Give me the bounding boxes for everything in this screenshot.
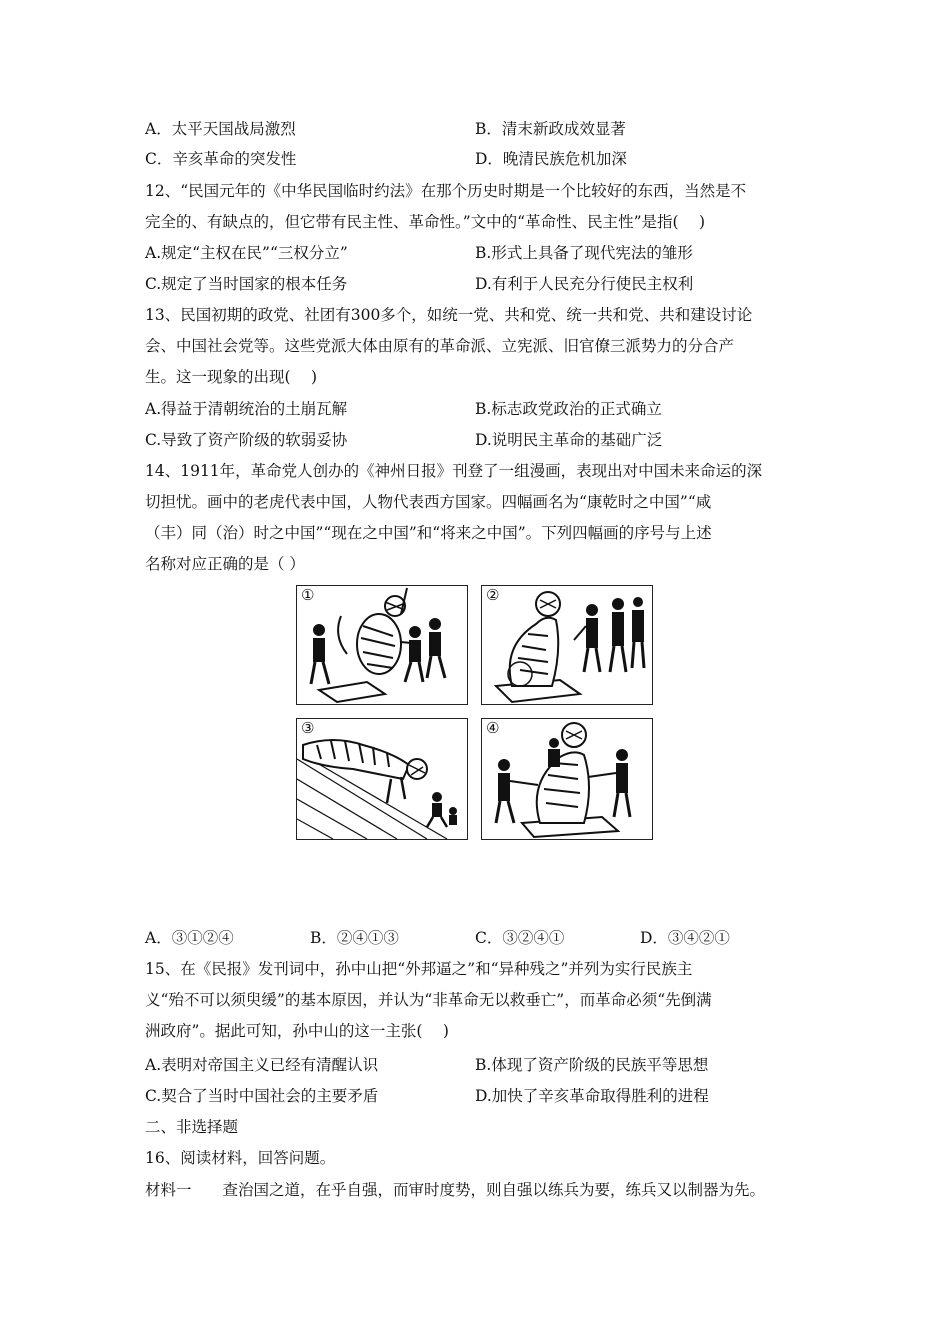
cartoon-panel-3 <box>296 718 468 840</box>
q13-stem-line2: 会、中国社会党等。这些党派大体由原有的革命派、立宪派、旧官僚三派势力的分合产 <box>145 337 735 355</box>
q12-option-c: C.规定了当时国家的根本任务 <box>145 275 348 293</box>
q13-stem-line1: 13、民国初期的政党、社团有300多个，如统一党、共和党、统一共和党、共和建设讨论 <box>145 306 753 324</box>
q14-stem-line3: （丰）同（治）时之中国”“现在之中国”和“将来之中国”。下列四幅画的序号与上述 <box>145 524 712 542</box>
cartoon-2-illustration <box>482 586 652 704</box>
panel-number-2: ② <box>486 586 500 604</box>
q14-option-c: C．③②④① <box>475 929 565 947</box>
section-heading: 二、非选择题 <box>145 1118 239 1136</box>
q14-option-a: A．③①②④ <box>145 929 234 947</box>
q13-option-d: D.说明民主革命的基础广泛 <box>475 431 663 449</box>
q11-option-d: D．晚清民族危机加深 <box>475 150 627 168</box>
q12-stem-line2: 完全的、有缺点的，但它带有民主性、革命性。”文中的“革命性、民主性”是指( ) <box>145 213 706 231</box>
q13-stem-line3: 生。这一现象的出现( ) <box>145 368 318 386</box>
q11-option-c: C．辛亥革命的突发性 <box>145 150 297 168</box>
q15-option-c: C.契合了当时中国社会的主要矛盾 <box>145 1087 379 1105</box>
q14-option-d: D．③④②① <box>640 929 730 947</box>
q14-option-b: B．②④①③ <box>310 929 399 947</box>
panel-number-1: ① <box>301 586 315 604</box>
cartoon-1-illustration <box>297 586 467 704</box>
q12-option-d: D.有利于人民充分行使民主权利 <box>475 275 694 293</box>
cartoon-4-illustration <box>482 719 652 839</box>
panel-number-3: ③ <box>301 719 315 737</box>
q12-option-b: B.形式上具备了现代宪法的雏形 <box>475 244 693 262</box>
q16-material-1: 材料一 查治国之道，在乎自强，而审时度势，则自强以练兵为要，练兵又以制器为先。 <box>145 1181 766 1199</box>
q13-option-a: A.得益于清朝统治的土崩瓦解 <box>145 400 348 418</box>
q16-stem: 16、阅读材料，回答问题。 <box>145 1149 336 1167</box>
q14-stem-line1: 14、1911年，革命党人创办的《神州日报》刊登了一组漫画，表现出对中国未来命运的深 <box>145 462 763 480</box>
q14-stem-line4: 名称对应正确的是（ ） <box>145 555 305 573</box>
q15-option-a: A.表明对帝国主义已经有清醒认识 <box>145 1056 379 1074</box>
cartoon-panel-4 <box>481 718 653 840</box>
q15-stem-line2: 义“殆不可以须臾缓”的基本原因，并认为“非革命无以救垂亡”，而革命必须“先倒满 <box>145 991 712 1009</box>
q15-option-d: D.加快了辛亥革命取得胜利的进程 <box>475 1087 709 1105</box>
q15-option-b: B.体现了资产阶级的民族平等思想 <box>475 1056 709 1074</box>
q13-option-b: B.标志政党政治的正式确立 <box>475 400 662 418</box>
q12-stem-line1: 12、“民国元年的《中华民国临时约法》在那个历史时期是一个比较好的东西，当然是不 <box>145 182 747 200</box>
q12-option-a: A.规定“主权在民”“三权分立” <box>145 244 348 262</box>
q15-stem-line1: 15、在《民报》发刊词中，孙中山把“外邦逼之”和“异种残之”并列为实行民族主 <box>145 960 693 978</box>
q11-option-a: A．太平天国战局激烈 <box>145 120 296 138</box>
cartoon-panel-2 <box>481 585 653 705</box>
q15-stem-line3: 洲政府”。据此可知，孙中山的这一主张( ) <box>145 1022 449 1040</box>
panel-number-4: ④ <box>486 719 500 737</box>
cartoon-3-illustration <box>297 719 467 839</box>
q11-option-b: B．清末新政成效显著 <box>475 120 626 138</box>
q13-option-c: C.导致了资产阶级的软弱妥协 <box>145 431 348 449</box>
q14-stem-line2: 切担忧。画中的老虎代表中国，人物代表西方国家。四幅画名为“康乾时之中国”“咸 <box>145 493 712 511</box>
cartoon-panel-1 <box>296 585 468 705</box>
